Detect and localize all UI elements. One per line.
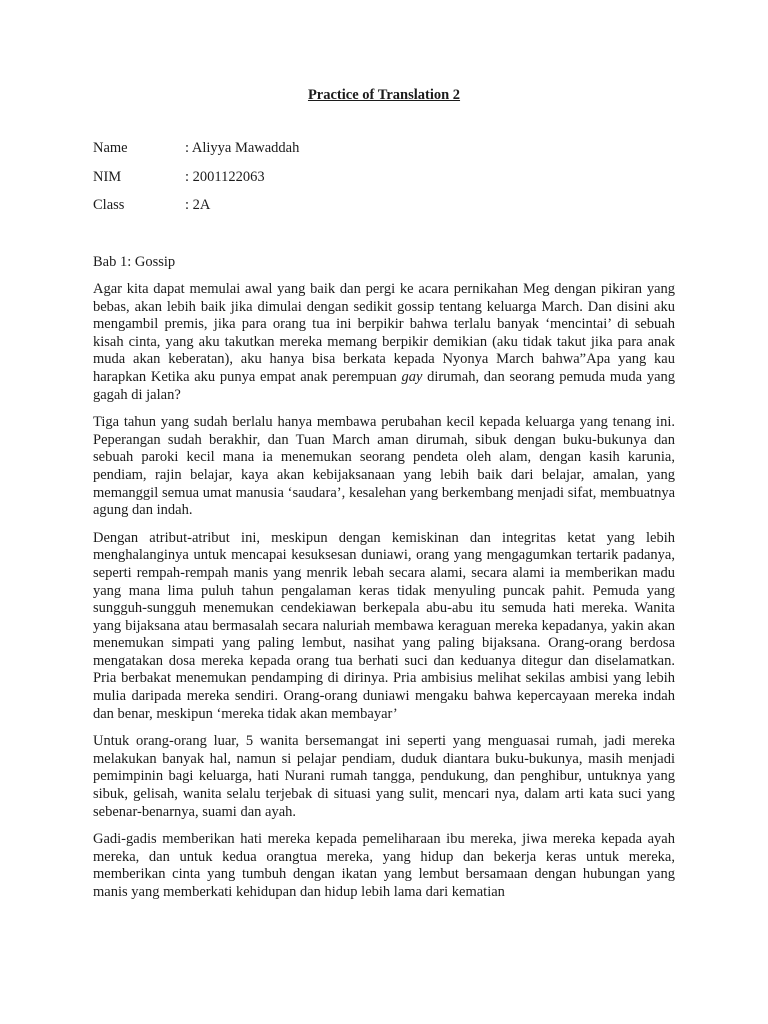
info-label: NIM: [93, 168, 122, 185]
body-text: [93, 281, 675, 912]
info-value: : 2A: [185, 197, 211, 213]
info-label: Class: [93, 197, 125, 213]
chapter-heading: Bab 1: Gossip: [93, 254, 176, 270]
paragraph-1-text-end: dirumah, dan seorang pemuda muda yang gagah di jalan?: [93, 368, 676, 403]
student-info: [93, 140, 673, 226]
paragraph-4: Untuk orang-orang luar, 5 wanita bersemangat ini seperti yang menguasai rumah, jadi mereka melakukan banyak hal, namun si pelajar pendiam, duduk diantara buku-bukunya, masih menjadi pemimpinin bagi keluarga, hati Nurani rumah tangga, pendukung, dan penghibur, untuknya yang sibuk, gelisah, wanita selalu terjebak di situasi yang sulit, mencari nya, dalam arti kata suci yang sebenar-benarnya, suami dan ayah.: [93, 733, 675, 820]
document-title: Practice of Translation 2: [307, 87, 461, 103]
paragraph-2: Tiga tahun yang sudah berlalu hanya membawa perubahan kecil kepada keluarga yang tenang ini. Peperangan sudah berakhir, dan Tuan March aman dirumah, sibuk dengan buku-bukunya dan sebuah paroki kecil mana ia menemukan seorang pendeta oleh alam, dengan kasih karunia, pendiam, rajin belajar, kaya akan kebijaksanaan yang lebih baik dari belajar, amalan, yang memanggil semua umat manusia ‘saudara’, kesalehan yang berkembang menjadi sifat, membuatnya agung dan indah.: [93, 414, 675, 519]
paragraph-1-text: Agar kita dapat memulai awal yang baik dan pergi ke acara pernikahan Meg dengan pikiran yang bebas, akan lebih baik jika dimulai dengan sedikit gossip tentang keluarga March. Dan disini aku mengambil premis, jika para orang tua ini berpikir bahwa terlalu banyak ‘mencintai’ di sebuah kisah cinta, yang aku takutkan mereka memang berpikir demikian (aku tidak takut jika para anak muda akan keberatan), aku hanya bisa berkata kepada Nyonya March bahwa”Apa yang kau harapkan Ketika aku punya empat anak perempuan: [93, 281, 675, 385]
paragraph-5: Gadi-gadis memberikan hati mereka kepada pemeliharaan ibu mereka, jiwa mereka kepada ayah mereka, dan untuk kedua orangtua mereka, yang hidup dan bekerja keras untuk mereka, memberikan cinta yang tumbuh dengan ikatan yang lembut bersamaan dengan hubungan yang manis yang memberkati kehidupan dan hidup lebih lama dari kematian: [93, 831, 675, 900]
paragraph-3: Dengan atribut-atribut ini, meskipun dengan kemiskinan dan integritas ketat yang lebih menghalanginya untuk mencapai kesuksesan duniawi, orang yang mengagumkan tertarik padanya, seperti rempah-rempah manis yang menrik lebah secara alami, secara alami ia memberikan madu yang mana lima puluh tahun pengalaman keras tidak menyuling puncak pahit. Pemuda yang sungguh-sungguh menemukan cendekiawan berkepala abu-abu itu semuda hati mereka. Wanita yang bijaksana atau bermasalah secara naluriah membawa keraguan mereka kepadanya, yakin akan menemukan simpati yang paling lembut, nasihat yang paling bijaksana. Orang-orang berdosa mengatakan dosa mereka kepada orang tua berhati suci dan keduanya ditegur dan diselamatkan. Pria berbakat menemukan pendamping di dirinya. Pria ambisius melihat sekilas ambisi yang lebih mulia daripada mereka sendiri. Orang-orang duniawi mengaku bahwa kepercayaan mereka indah dan benar, meskipun ‘mereka tidak akan membayar’: [93, 529, 675, 722]
info-row-nim: [93, 169, 673, 198]
paragraph-1-italic-word: gay: [401, 368, 423, 385]
info-value: : Aliyya Mawaddah: [185, 140, 300, 156]
info-row-class: [93, 197, 673, 226]
info-value: : 2001122063: [185, 168, 265, 185]
paragraph-1: [93, 281, 675, 404]
info-label: Name: [93, 140, 128, 156]
info-row-name: [93, 140, 673, 169]
